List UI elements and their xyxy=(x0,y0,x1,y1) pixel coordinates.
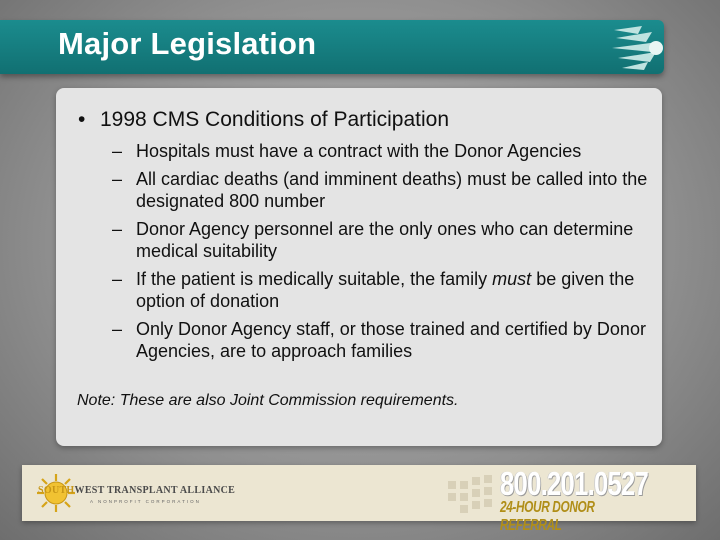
referral-label: 24-HOUR DONOR REFERRAL xyxy=(500,499,595,534)
dash-icon: – xyxy=(112,319,123,339)
sub-bullet-item xyxy=(112,218,652,262)
sub-bullet-text: All cardiac deaths (and imminent deaths) must be called into the designated 800 number xyxy=(136,169,648,211)
emphasis-text: must xyxy=(492,269,532,289)
sub-bullet-text-after: be given the option of donation xyxy=(136,269,635,311)
dash-icon: – xyxy=(112,141,123,161)
sub-bullet-text: Donor Agency personnel are the only ones who can determine medical suitability xyxy=(136,219,634,261)
org-name-rest: WEST TRANSPLANT ALLIANCE xyxy=(74,485,236,496)
bullet-dot-icon: • xyxy=(78,108,86,131)
sub-bullet-item xyxy=(112,140,652,162)
sub-bullet-text xyxy=(136,268,652,312)
main-bullet xyxy=(78,108,449,132)
dash-icon: – xyxy=(112,269,123,289)
dash-icon: – xyxy=(112,219,123,239)
page-title: Major Legislation xyxy=(58,26,317,61)
org-name xyxy=(38,485,235,496)
sub-bullet-item xyxy=(112,318,652,362)
decorative-squares-icon xyxy=(442,475,506,515)
sub-bullet-item xyxy=(112,268,652,312)
star-burst-logo-icon xyxy=(612,22,664,74)
sub-bullet-text-before: If the patient is medically suitable, the family xyxy=(136,269,493,289)
sub-bullet-text: Only Donor Agency staff, or those trained and certified by Donor Agencies, are to approach families xyxy=(136,319,646,361)
note-text: Note: These are also Joint Commission requirements. xyxy=(77,392,459,409)
sub-bullet-list xyxy=(112,140,652,368)
sub-bullet-item xyxy=(112,168,652,212)
phone-number: 800.201.0527 xyxy=(500,465,649,502)
org-name-accent: SOUTH xyxy=(38,485,75,496)
main-bullet-text: 1998 CMS Conditions of Participation xyxy=(100,108,450,131)
org-subtitle: A NONPROFIT CORPORATION xyxy=(90,499,201,504)
footer-banner xyxy=(22,465,696,534)
content-card xyxy=(56,88,662,446)
dash-icon: – xyxy=(112,169,123,189)
sub-bullet-text: Hospitals must have a contract with the Donor Agencies xyxy=(136,141,582,161)
